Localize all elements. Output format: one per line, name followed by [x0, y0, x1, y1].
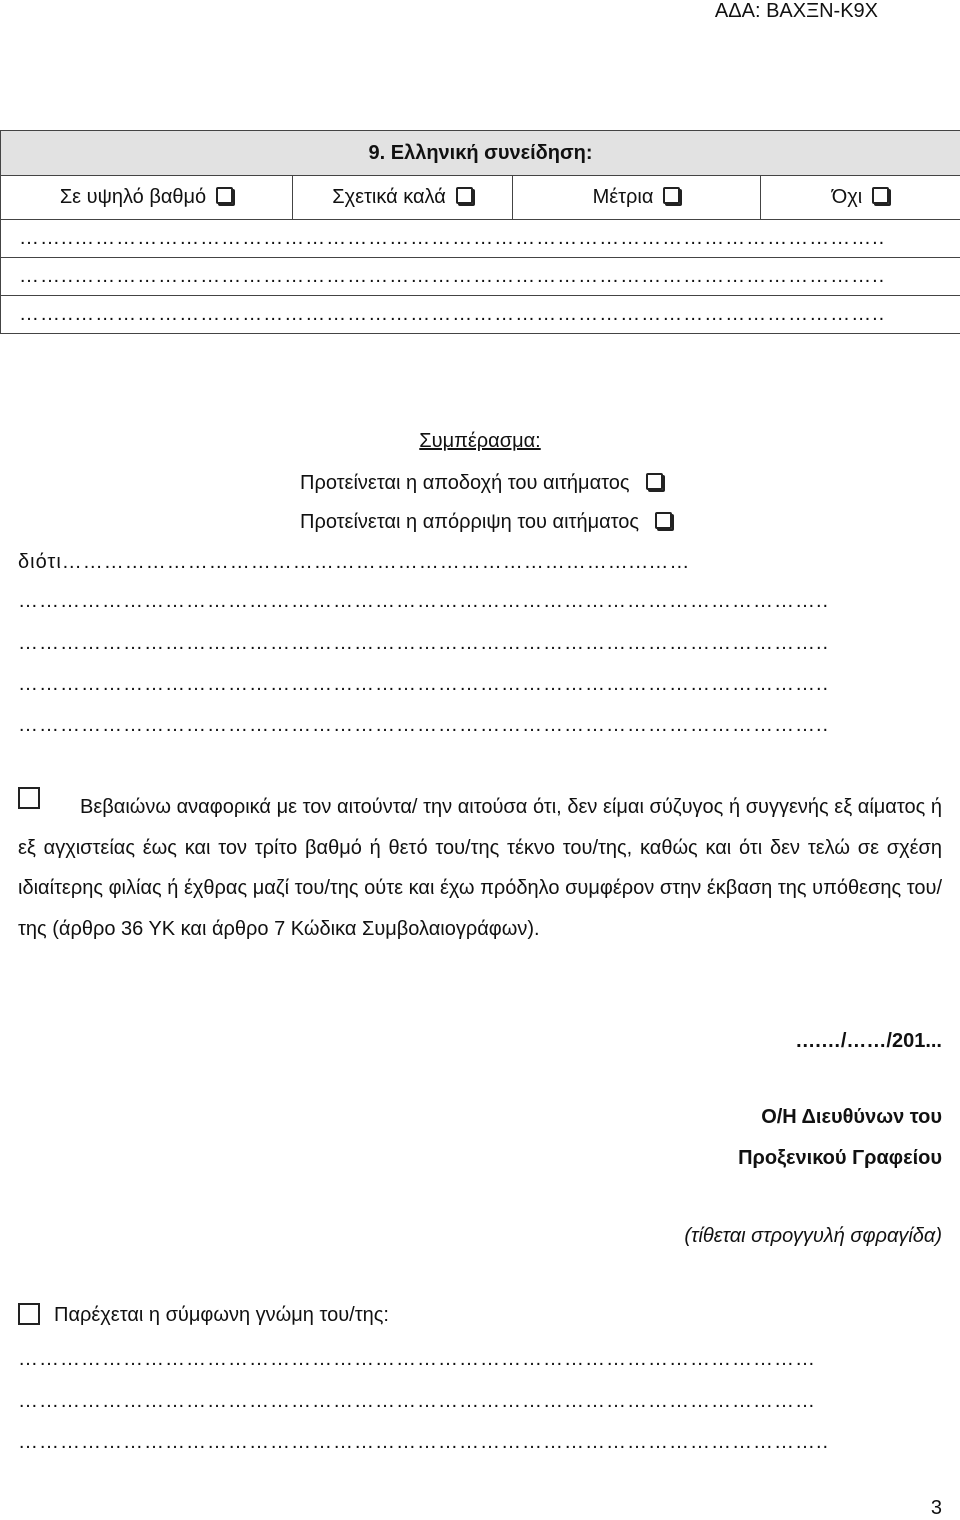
fill-line[interactable]: …………………………………………………………………………………………………….. [18, 714, 942, 737]
option-moderate-label: Μέτρια [593, 186, 654, 208]
reject-option[interactable] [300, 511, 672, 534]
section-title: 9. Ελληνική συνείδηση: [1, 131, 960, 176]
accept-label: Προτείνεται η αποδοχή του αιτήματος [300, 472, 630, 494]
fill-line[interactable]: ……..…………………………………………………………………………………………………….. [1, 296, 960, 334]
fill-line[interactable]: …………………………………………………………………………………………………… [18, 1348, 942, 1371]
fill-line[interactable]: ……..…………………………………………………………………………………………………….. [1, 258, 960, 296]
option-no[interactable] [761, 176, 960, 220]
checkbox-icon[interactable] [456, 187, 473, 204]
checkbox-icon[interactable] [216, 187, 233, 204]
fill-line[interactable]: …………………………………………………………………………………………………… [18, 1390, 942, 1413]
signature-date[interactable]: ….…/……/201... [795, 1030, 942, 1053]
signatory-role: Ο/Η Διευθύνων του [761, 1106, 942, 1129]
fill-line[interactable]: ……..…………………………………………………………………………………………………….. [1, 220, 960, 258]
option-high[interactable] [1, 176, 293, 220]
signatory-office: Προξενικού Γραφείου [738, 1147, 942, 1170]
checkbox-icon[interactable] [872, 187, 889, 204]
fill-line[interactable]: …………………………………………………………………………………………………….. [18, 590, 942, 613]
consent-label: Παρέχεται η σύμφωνη γνώμη του/της: [54, 1304, 389, 1327]
option-no-label: Όχι [832, 186, 862, 208]
checkbox-icon[interactable] [655, 512, 672, 529]
accept-option[interactable] [300, 472, 663, 495]
option-fairly-good[interactable] [293, 176, 513, 220]
option-fairly-good-label: Σχετικά καλά [332, 186, 446, 208]
conclusion-title: Συμπέρασμα: [0, 430, 960, 453]
reject-label: Προτείνεται η απόρριψη του αιτήματος [300, 511, 639, 533]
declaration-text: Βεβαιώνω αναφορικά με τον αιτούντα/ την αιτούσα ότι, δεν είμαι σύζυγος ή συγγενής εξ αίματος ή εξ αγχιστείας έως και τον τρίτο βαθμό ή θετό του/της τέκνο του/της, καθώς και ότι δεν τελώ σε σχέση ιδιαίτερης φιλίας ή έχθρας μαζί του/της ούτε και έχω πρόδηλο συμφέρον στην έκβαση της υπόθεσης του/της (άρθρο 36 ΥΚ και άρθρο 7 Κώδικα Συμβολαιογράφων). [18, 787, 942, 949]
fill-line[interactable]: …………………………………………………………………………………………………….. [18, 673, 942, 696]
stamp-note: (τίθεται στρογγυλή σφραγίδα) [684, 1225, 942, 1248]
checkbox-icon[interactable] [663, 187, 680, 204]
consent-checkbox[interactable] [18, 1303, 40, 1325]
citizenship-section-table [0, 130, 960, 334]
because-line[interactable]: διότι………………………………………………………………………...…… [18, 551, 942, 574]
fill-line[interactable]: …………………………………………………………………………………………………….. [18, 632, 942, 655]
ada-code: ΑΔΑ: ΒΑΧΞΝ-Κ9Χ [715, 0, 878, 23]
option-moderate[interactable] [513, 176, 761, 220]
fill-line[interactable]: …………………………………………………………………………………………………….. [18, 1431, 942, 1454]
option-high-label: Σε υψηλό βαθμό [60, 186, 206, 208]
checkbox-icon[interactable] [646, 473, 663, 490]
page-number: 3 [931, 1497, 942, 1520]
